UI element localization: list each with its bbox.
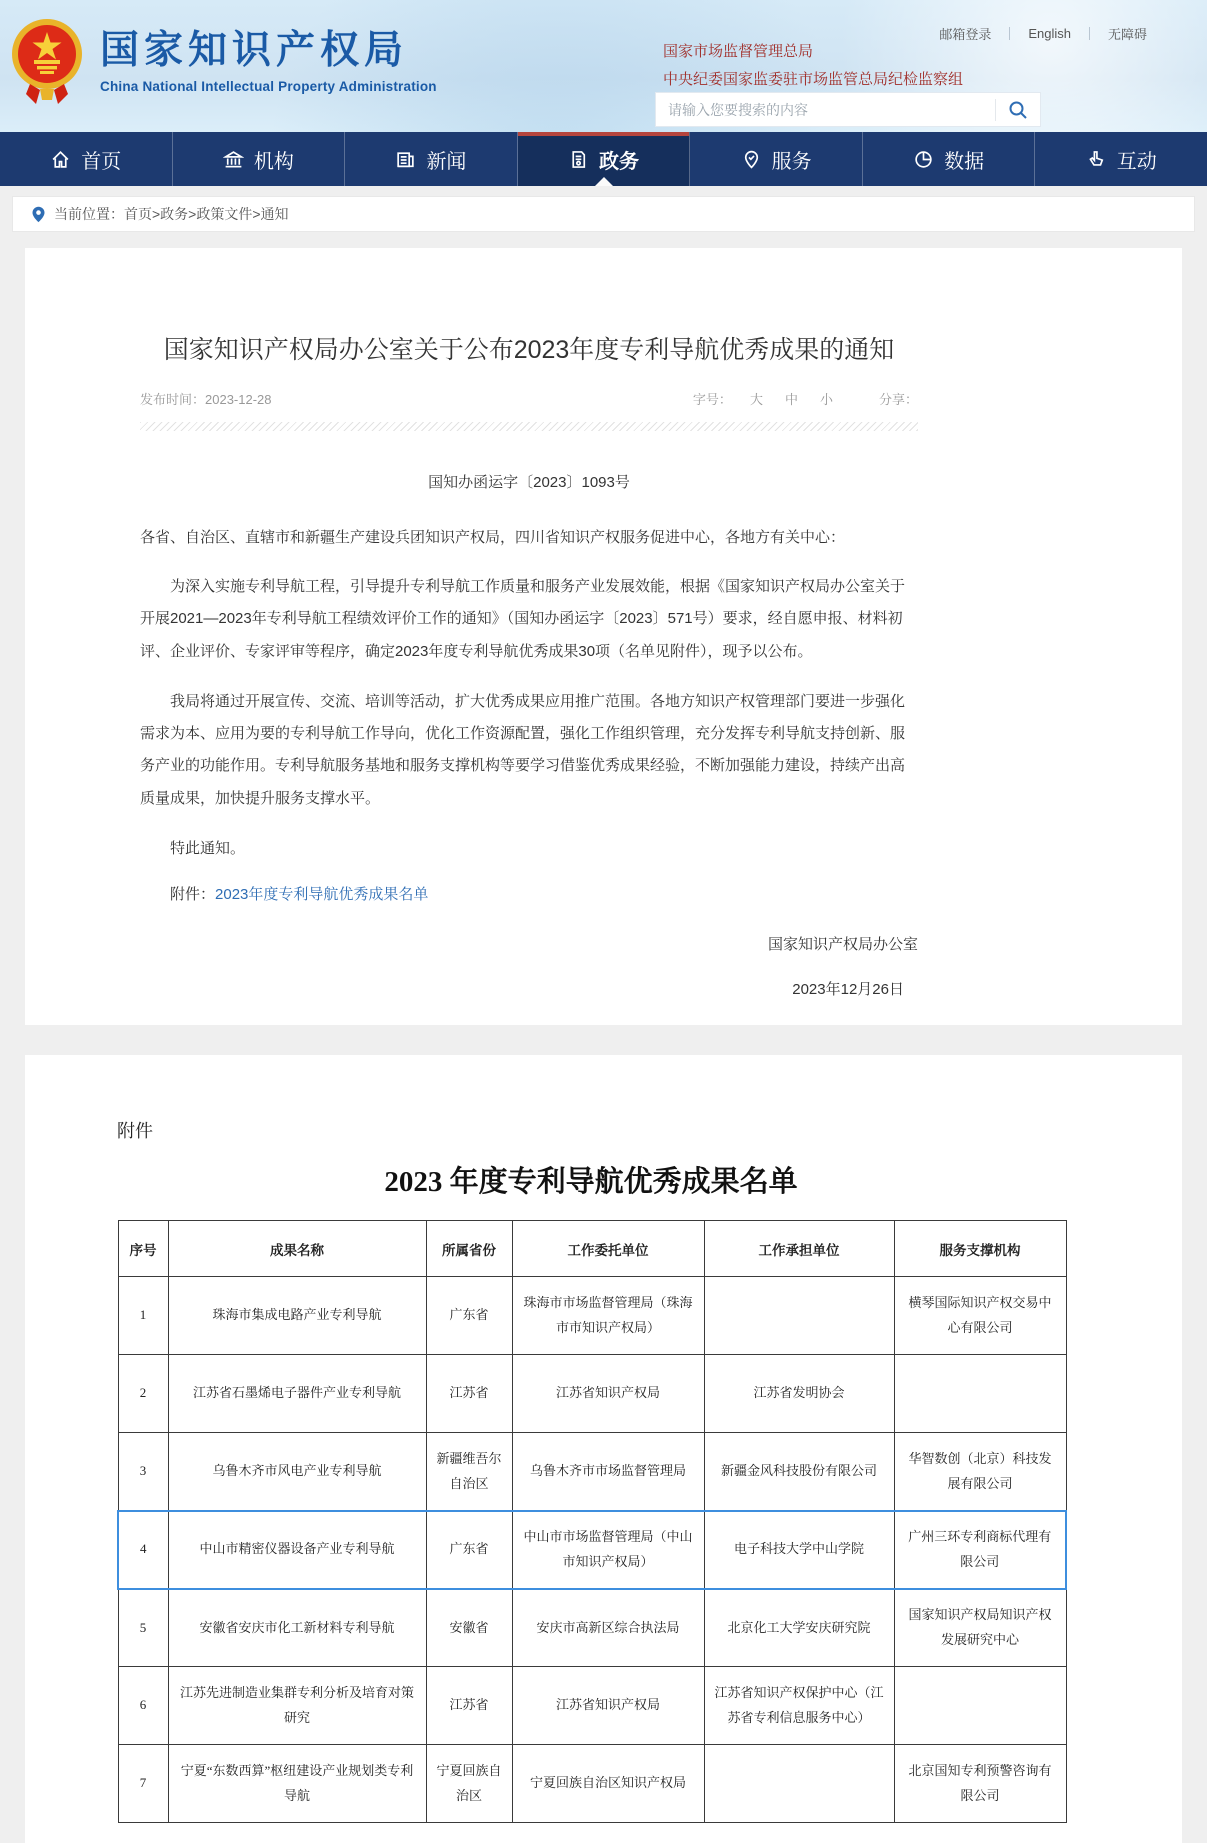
- home-icon: [50, 149, 71, 170]
- table-row: 6 江苏先进制造业集群专利分析及培育对策研究 江苏省 江苏省知识产权局 江苏省知识产权保护中心（江苏省专利信息服务中心）: [118, 1667, 1066, 1745]
- nav-item-home[interactable]: 首页: [0, 132, 173, 186]
- hand-pointer-icon: [1086, 149, 1107, 170]
- article-card: [25, 248, 1182, 1025]
- main-nav: [0, 132, 1207, 186]
- salutation: 各省、自治区、直辖市和新疆生产建设兵团知识产权局，四川省知识产权服务促进中心，各地方有关中心：: [140, 528, 846, 546]
- font-size-small[interactable]: 小: [819, 391, 833, 407]
- nav-item-data[interactable]: 数据: [863, 132, 1036, 186]
- font-size-label: 字号：: [692, 391, 732, 407]
- col-header-support-agency: 服务支撑机构: [894, 1221, 1066, 1277]
- search-icon: [1008, 100, 1028, 120]
- article-meta: [140, 389, 918, 408]
- table-header-row: [118, 1221, 1066, 1277]
- attachment-link[interactable]: 2023年度专利导航优秀成果名单: [215, 886, 429, 903]
- paragraph: 我局将通过开展宣传、交流、培训等活动，扩大优秀成果应用推广范围。各地方知识产权管理部门要进一步强化需求为本、应用为要的专利导航工作导向，优化工作资源配置，强化工作组织管理，充分发挥专利导航支持创新、服务产业的功能作用。专利导航服务基地和服务支撑机构等要学习借鉴优秀成果经验，不断加强能力建设，持续产出高质量成果，加快提升服务支撑水平。: [140, 692, 906, 807]
- active-tab-marker: [518, 132, 690, 136]
- col-header-undertaking-unit: 工作承担单位: [704, 1221, 894, 1277]
- document-number: 国知办函运字〔2023〕1093号: [428, 473, 630, 491]
- paragraph: 为深入实施专利导航工程，引导提升专利导航工作质量和服务产业发展效能，根据《国家知识产权局办公室关于开展2021—2023年专利导航工程绩效评价工作的通知》（国知办函运字〔2023〕571号）要求，经自愿申报、材料初评、企业评价、专家评审等程序，确定2023年度专利导航优秀成果30项（名单见附件），现予以公布。: [140, 578, 906, 660]
- publish-time: 发布时间：2023-12-28: [140, 391, 272, 407]
- col-header-province: 所属省份: [426, 1221, 512, 1277]
- nav-item-gov-affairs[interactable]: 政务: [518, 132, 691, 186]
- table-row: 5 安徽省安庆市化工新材料专利导航 安徽省 安庆市高新区综合执法局 北京化工大学安庆研究院 国家知识产权局知识产权发展研究中心: [118, 1589, 1066, 1667]
- hatched-divider: [140, 422, 918, 431]
- related-site-links: [663, 38, 963, 94]
- attachment-section-label: 附件: [117, 1121, 153, 1142]
- attachment-label: 附件：: [170, 886, 216, 903]
- share-label: 分享：: [878, 391, 918, 407]
- service-pin-icon: [741, 149, 762, 170]
- table-row: 1 珠海市集成电路产业专利导航 广东省 珠海市市场监督管理局（珠海市市知识产权局） 横琴国际知识产权交易中心有限公司: [118, 1277, 1066, 1355]
- font-size-large[interactable]: 大: [749, 391, 763, 407]
- nav-item-interaction[interactable]: 互动: [1035, 132, 1207, 186]
- breadcrumb-path[interactable]: 首页>政务>政策文件>通知: [124, 206, 289, 222]
- attachment-table-title: 2023 年度专利导航优秀成果名单: [384, 1166, 798, 1199]
- search-input[interactable]: [656, 102, 995, 118]
- related-link-discipline[interactable]: 中央纪委国家监委驻市场监管总局纪检监察组: [663, 70, 964, 88]
- site-title: 国家知识产权局: [100, 29, 409, 73]
- mail-login-link[interactable]: 邮箱登录: [939, 27, 992, 42]
- breadcrumb-label: 当前位置：: [54, 206, 124, 222]
- table-row: 7 宁夏“东数西算”枢纽建设产业规划类专利导航 宁夏回族自治区 宁夏回族自治区知识产权局 北京国知专利预警咨询有限公司: [118, 1745, 1066, 1823]
- english-link[interactable]: English: [1028, 26, 1071, 41]
- breadcrumb: [12, 196, 1195, 232]
- national-emblem-icon: [10, 16, 84, 108]
- site-logo[interactable]: [10, 16, 437, 108]
- col-header-commissioning-unit: 工作委托单位: [512, 1221, 704, 1277]
- table-row: 3 乌鲁木齐市风电产业专利导航 新疆维吾尔自治区 乌鲁木齐市市场监督管理局 新疆金风科技股份有限公司 华智数创（北京）科技发展有限公司: [118, 1433, 1066, 1511]
- results-table: [117, 1220, 1067, 1823]
- nav-item-services[interactable]: 服务: [690, 132, 863, 186]
- nav-item-news[interactable]: 新闻: [345, 132, 518, 186]
- site-search: [655, 92, 1041, 127]
- site-header: [0, 0, 1207, 132]
- table-row: 2 江苏省石墨烯电子器件产业专利导航 江苏省 江苏省知识产权局 江苏省发明协会: [118, 1355, 1066, 1433]
- nav-item-institution[interactable]: 机构: [173, 132, 346, 186]
- search-button[interactable]: [996, 93, 1040, 126]
- pie-chart-icon: [913, 149, 934, 170]
- signature: 国家知识产权局办公室: [767, 936, 918, 954]
- active-tab-notch: [595, 177, 613, 186]
- signature-date: 2023年12月26日: [792, 981, 904, 999]
- site-title-en: China National Intellectual Property Administration: [100, 78, 437, 94]
- article-title: 国家知识产权局办公室关于公布2023年度专利导航优秀成果的通知: [163, 336, 895, 364]
- paragraph: 特此通知。: [170, 839, 246, 857]
- col-header-result-name: 成果名称: [168, 1221, 426, 1277]
- related-link-samr[interactable]: 国家市场监督管理总局: [663, 43, 814, 60]
- news-icon: [395, 149, 416, 170]
- font-size-medium[interactable]: 中: [784, 391, 798, 407]
- attachment-card: [25, 1055, 1182, 1843]
- col-header-index: 序号: [118, 1221, 168, 1277]
- accessibility-link[interactable]: 无障碍: [1107, 27, 1147, 42]
- table-row-highlighted[interactable]: 4 中山市精密仪器设备产业专利导航 广东省 中山市市场监督管理局（中山市知识产权局） 电子科技大学中山学院 广州三环专利商标代理有限公司: [118, 1511, 1066, 1589]
- attachment-line: [140, 879, 918, 911]
- institution-icon: [223, 149, 244, 170]
- location-pin-icon: [31, 206, 46, 223]
- gov-doc-icon: [568, 149, 589, 170]
